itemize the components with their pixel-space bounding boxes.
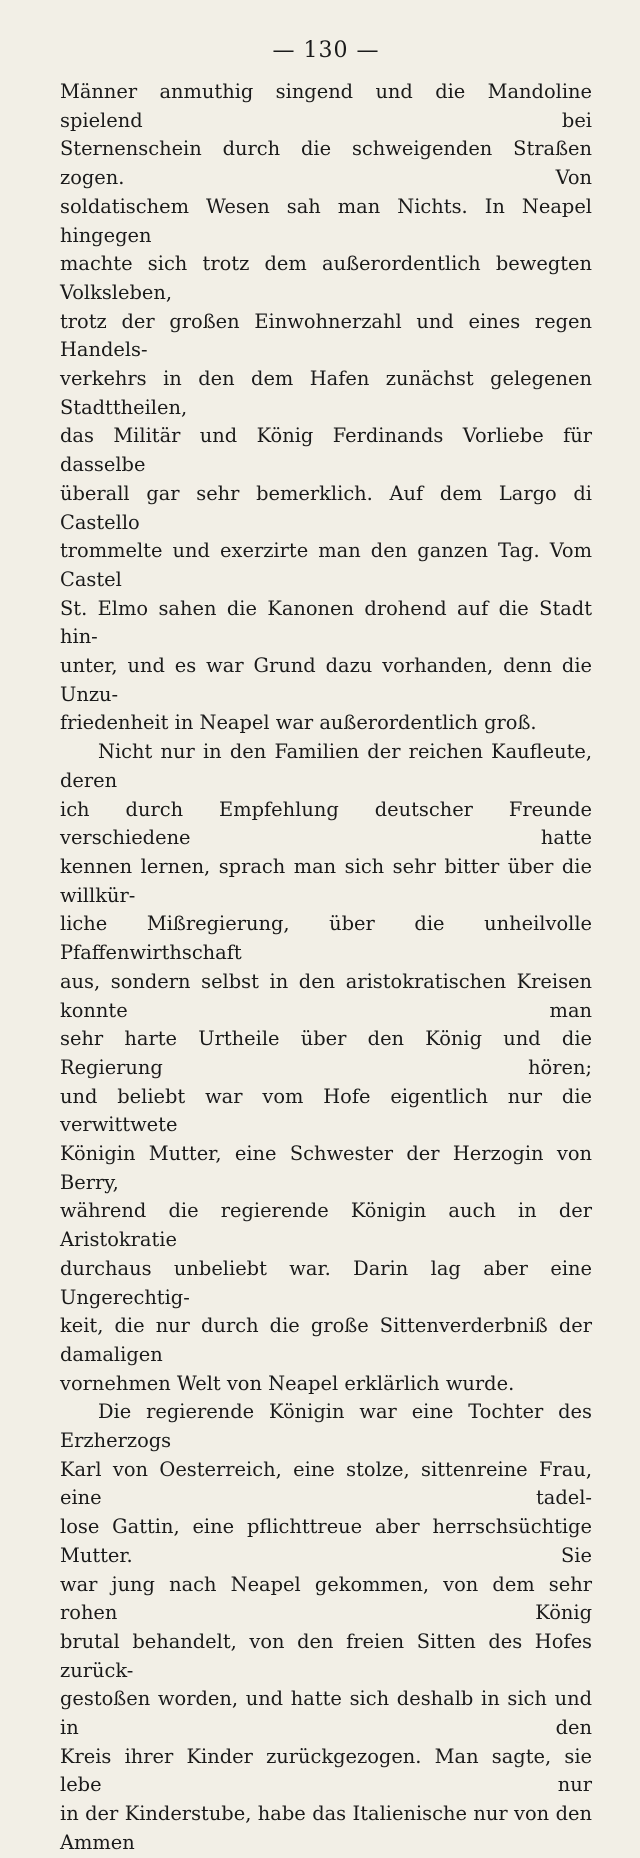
body-text [60,78,592,1858]
text-line: lose Gattin, eine pflichttreue aber herrschsüchtige Mutter. Sie [60,1515,592,1567]
text-line: während die regierende Königin auch in der Aristokratie [60,1199,592,1252]
text-line: vornehmen Welt von Neapel erklärlich wurde. [60,1371,515,1395]
text-line: das Militär und König Ferdinands Vorliebe für dasselbe [60,424,592,477]
text-line: gestoßen worden, und hatte sich deshalb in sich und in den [60,1687,592,1740]
text-line: brutal behandelt, von den freien Sitten des Hofes zurück- [60,1629,592,1682]
text-line: friedenheit in Neapel war außerordentlich groß. [60,711,537,735]
text-line: Die regierende Königin war eine Tochter des Erzherzogs [60,1400,592,1453]
text-line: durchaus unbeliebt war. Darin lag aber eine Ungerechtig- [60,1256,592,1309]
text-line: überall gar sehr bemerklich. Auf dem Largo di Castello [60,481,592,534]
text-line: soldatischem Wesen sah man Nichts. In Neapel hingegen [60,194,592,247]
text-line: ich durch Empfehlung deutscher Freunde verschiedene hatte [60,797,592,850]
text-line: Königin Mutter, eine Schwester der Herzogin von Berry, [60,1142,592,1194]
text-line: trotz der großen Einwohnerzahl und eines regen Handels- [60,309,592,362]
text-line: keit, die nur durch die große Sittenverderbniß der damaligen [60,1314,592,1366]
text-line: kennen lernen, sprach man sich sehr bitter über die willkür- [60,854,592,907]
text-line: und beliebt war vom Hofe eigentlich nur die verwittwete [60,1084,592,1137]
text-line: Männer anmuthig singend und die Mandoline spielend bei [60,80,592,132]
text-line: Karl von Oesterreich, eine stolze, sittenreine Frau, eine tadel- [60,1457,592,1510]
text-line: St. Elmo sahen die Kanonen drohend auf die Stadt hin- [60,596,592,649]
text-line: war jung nach Neapel gekommen, von dem sehr rohen König [60,1572,592,1625]
text-line: unter, und es war Grund dazu vorhanden, denn die Unzu- [60,654,592,706]
page-number: — 130 — [272,38,380,63]
text-line: in der Kinderstube, habe das Italienische nur von den Ammen [60,1802,592,1854]
text-line: Nicht nur in den Familien der reichen Kaufleute, deren [60,740,592,792]
text-line: aus, sondern selbst in den aristokratischen Kreisen konnte man [60,969,592,1022]
text-line: machte sich trotz dem außerordentlich bewegten Volksleben, [60,252,592,304]
text-line: trommelte und exerzirte man den ganzen Tag. Vom Castel [60,539,592,591]
text-line: sehr harte Urtheile über den König und die Regierung hören; [60,1027,592,1079]
text-line: verkehrs in den dem Hafen zunächst gelegenen Stadttheilen, [60,367,592,419]
text-line: Sternenschein durch die schweigenden Straßen zogen. Von [60,137,592,190]
text-line: liche Mißregierung, über die unheilvolle Pfaffenwirthschaft [60,912,592,965]
text-line: Kreis ihrer Kinder zurückgezogen. Man sagte, sie lebe nur [60,1744,592,1797]
